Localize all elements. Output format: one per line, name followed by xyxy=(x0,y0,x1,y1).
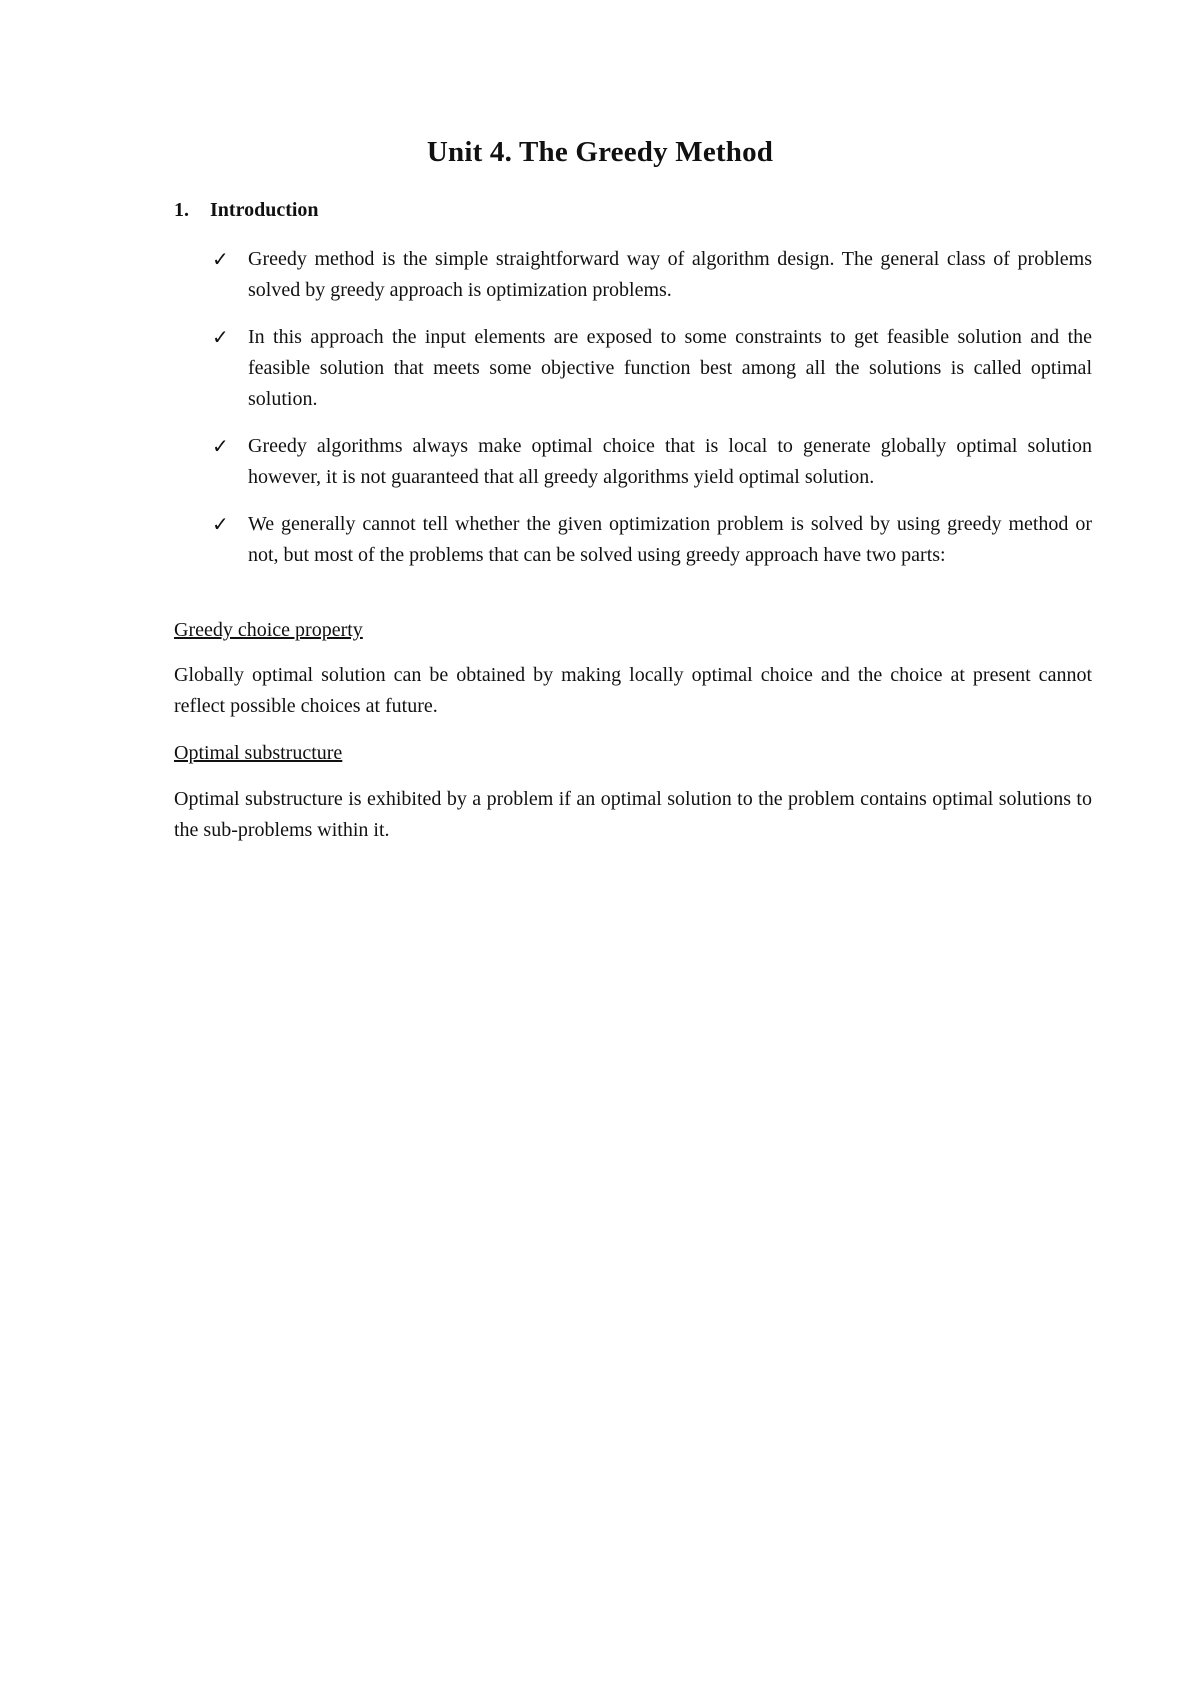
page-title: Unit 4. The Greedy Method xyxy=(426,136,774,168)
check-mark-icon: ✓ xyxy=(212,512,229,536)
bullet-text: We generally cannot tell whether the given optimization problem is solved by using greedy method or not, but most of the problems that can be solved using greedy approach have two parts: xyxy=(248,513,1092,566)
greedy-choice-property-text: Globally optimal solution can be obtained by making locally optimal choice and the choice at present cannot reflect possible choices at future. xyxy=(174,664,1092,717)
list-item xyxy=(212,244,1092,306)
bullet-text: In this approach the input elements are exposed to some constraints to get feasible solution and the feasible solution that meets some objective function best among all the solutions is called optimal solution. xyxy=(248,326,1092,410)
greedy-choice-property-heading: Greedy choice property xyxy=(174,619,363,641)
optimal-substructure-text: Optimal substructure is exhibited by a problem if an optimal solution to the problem contains optimal solutions to the sub-problems within it. xyxy=(174,788,1092,841)
optimal-substructure-heading: Optimal substructure xyxy=(174,742,343,764)
list-item xyxy=(212,431,1092,493)
section-heading-introduction xyxy=(174,196,319,224)
list-item xyxy=(212,509,1092,571)
bullet-text: Greedy algorithms always make optimal choice that is local to generate globally optimal solution however, it is not guaranteed that all greedy algorithms yield optimal solution. xyxy=(248,435,1092,488)
check-mark-icon: ✓ xyxy=(212,247,229,271)
section-heading-text: Introduction xyxy=(210,199,319,221)
list-item xyxy=(212,322,1092,415)
section-number: 1. xyxy=(174,199,189,221)
bullet-text: Greedy method is the simple straightforward way of algorithm design. The general class of problems solved by greedy approach is optimization problems. xyxy=(248,248,1092,301)
check-mark-icon: ✓ xyxy=(212,434,229,458)
introduction-bullet-list xyxy=(212,244,1092,587)
check-mark-icon: ✓ xyxy=(212,325,229,349)
